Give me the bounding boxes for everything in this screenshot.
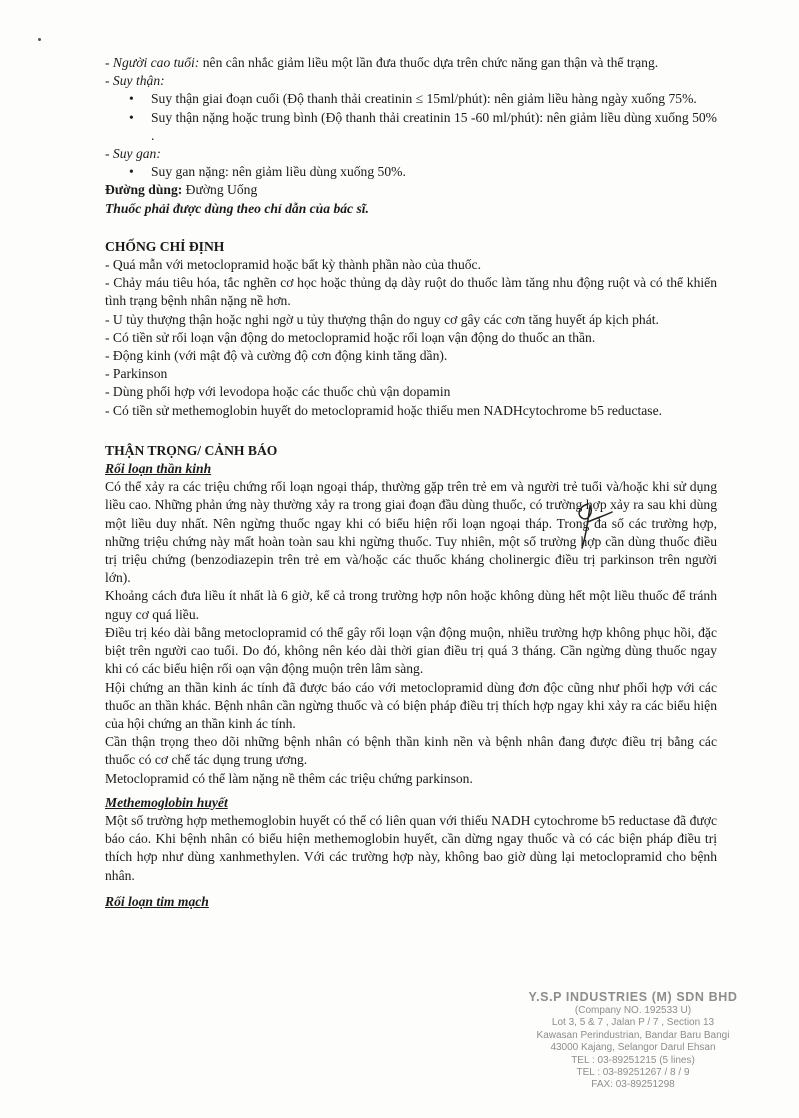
bullet-icon: • (129, 109, 134, 125)
contraindication-item: - Có tiền sử methemoglobin huyết do metoclopramid hoặc thiếu men NADHcytochrome b5 reductase. (105, 402, 663, 418)
document-page (105, 54, 717, 911)
company-stamp (502, 990, 764, 1092)
neuro-paragraph: Hội chứng an thần kinh ác tính đã được báo cáo với metoclopramid dùng đơn độc cũng như phối hợp với các thuốc an thần khác. Bệnh nhân cần ngừng thuốc và có biện pháp điều trị thích hợp ngay khi xảy ra các biểu hiện của hội chứng an thần kinh ác tính. (105, 679, 717, 731)
stamp-line: 43000 Kajang, Selangor Darul Ehsan (550, 1042, 716, 1054)
stamp-company: Y.S.P INDUSTRIES (M) SDN BHD (528, 990, 738, 1004)
warnings-title: THẬN TRỌNG/ CẢNH BÁO (105, 442, 278, 458)
bullet-icon: • (129, 164, 134, 180)
renal-item-text: Suy thận giai đoạn cuối (Độ thanh thải creatinin ≤ 15ml/phút): nên giảm liều hàng ngày xuống 75%. (151, 91, 697, 107)
signature-mark (566, 500, 616, 552)
doctor-note: Thuốc phải được dùng theo chỉ dẫn của bác sĩ. (105, 200, 369, 216)
contraindication-item: - Parkinson (105, 366, 168, 382)
scan-speck (38, 38, 41, 41)
contraindications-title: CHỐNG CHỈ ĐỊNH (105, 238, 225, 254)
route (105, 181, 717, 199)
route-label: Đường dùng: (105, 182, 183, 198)
bullet-icon: • (129, 91, 134, 107)
methemoglobin-paragraph: Một số trường hợp methemoglobin huyết có thể có liên quan với thiếu NADH cytochrome b5 reductase đã được báo cáo. Khi bệnh nhân có biểu hiện methemoglobin huyết, cần dừng ngay thuốc và có các biện pháp điều trị thích hợp như dùng xanhmethylen. Với các trường hợp này, không bao giờ dùng lại metoclopramid cho bệnh nhân. (105, 812, 717, 883)
stamp-line: FAX: 03-89251298 (591, 1079, 675, 1091)
route-value: Đường Uống (182, 182, 258, 198)
neuro-subtitle: Rối loạn thần kinh (105, 461, 212, 477)
neuro-paragraph: Metoclopramid có thể làm nặng nề thêm các triệu chứng parkinson. (105, 770, 473, 786)
elderly-text: nên cân nhắc giảm liều một lần đưa thuốc dựa trên chức năng gan thận và thể trạng. (199, 55, 659, 70)
cardio-subtitle: Rối loạn tim mạch (105, 893, 209, 909)
stamp-line: (Company NO. 192533 U) (574, 1005, 692, 1016)
renal-item (105, 90, 717, 108)
renal-item-text: Suy thận nặng hoặc trung bình (Độ thanh thải creatinin 15 -60 ml/phút): nên giảm liều dùng xuống 50% . (151, 109, 717, 143)
hepatic-item (105, 163, 717, 181)
contraindication-item: - Chảy máu tiêu hóa, tắc nghẽn cơ học hoặc thủng dạ dày ruột do thuốc làm tăng nhu động ruột và có thể khiến tình trạng bệnh nhân nặng nề hơn. (105, 275, 717, 309)
neuro-paragraph: Cần thận trọng theo dõi những bệnh nhân có bệnh thần kinh nền và bệnh nhân đang được điều trị bằng các thuốc có cơ chế tác dụng trung ương. (105, 734, 717, 768)
contraindication-item: - Quá mẫn với metoclopramid hoặc bất kỳ thành phần nào của thuốc. (105, 257, 481, 273)
renal-label: - Suy thận: (105, 73, 165, 89)
hepatic-label: - Suy gan: (105, 146, 161, 162)
methemoglobin-subtitle: Methemoglobin huyết (105, 794, 228, 810)
neuro-paragraph: Điều trị kéo dài bằng metoclopramid có thể gây rối loạn vận động muộn, nhiều trường hợp không phục hồi, đặc biệt trên người cao tuổi. Do đó, không nên kéo dài thời gian điều trị quá 3 tháng. Cần ngừng dùng thuốc ngay khi có các biểu hiện rối oạn vận động muộn trên lâm sàng. (105, 624, 717, 677)
neuro-paragraph: Có thể xảy ra các triệu chứng rối loạn ngoại tháp, thường gặp trên trẻ em và người trẻ tuổi và/hoặc khi sử dụng liều cao. Những phản ứng này thường xảy ra trong giai đoạn đầu dùng thuốc, có trường hợp xảy ra sau khi dùng một liều duy nhất. Nên ngừng thuốc ngay khi có biểu hiện rối loạn ngoại tháp. Trong đa số các trường hợp, những triệu chứng này mất hoàn toàn sau khi ngừng thuốc. Tuy nhiên, một số trường hợp cần dùng thuốc điều trị triệu chứng (benzodiazepin trên trẻ em và/hoặc các thuốc kháng cholinergic điều trị parkinson trên người lớn). (105, 479, 717, 586)
stamp-line: TEL : 03-89251215 (5 lines) (571, 1054, 695, 1066)
elderly-label: - Người cao tuổi: (105, 55, 200, 70)
stamp-line: Kawasan Perindustrian, Bandar Baru Bangi (536, 1029, 730, 1041)
stamp-line: Lot 3, 5 & 7 , Jalan P / 7 , Section 13 (551, 1017, 715, 1029)
contraindication-item: - Có tiền sử rối loạn vận động do metoclopramid hoặc rối loạn vận động do thuốc an thần. (105, 329, 596, 345)
contraindication-item: - Động kinh (với mật độ và cường độ cơn động kinh tăng dần). (105, 348, 448, 364)
elderly-dosage (105, 54, 717, 72)
hepatic-item-text: Suy gan nặng: nên giảm liều dùng xuống 50%. (151, 164, 406, 180)
contraindication-item: - Dùng phối hợp với levodopa hoặc các thuốc chủ vận dopamin (105, 384, 451, 400)
neuro-paragraph: Khoảng cách đưa liều ít nhất là 6 giờ, kể cả trong trường hợp nôn hoặc không dùng hết một liều thuốc để tránh nguy cơ quá liều. (105, 588, 717, 622)
stamp-line: TEL : 03-89251267 / 8 / 9 (576, 1067, 690, 1079)
contraindication-item: - U tủy thượng thận hoặc nghi ngờ u tủy thượng thận do nguy cơ gây các cơn tăng huyết áp kịch phát. (105, 311, 659, 327)
renal-item (105, 109, 717, 145)
